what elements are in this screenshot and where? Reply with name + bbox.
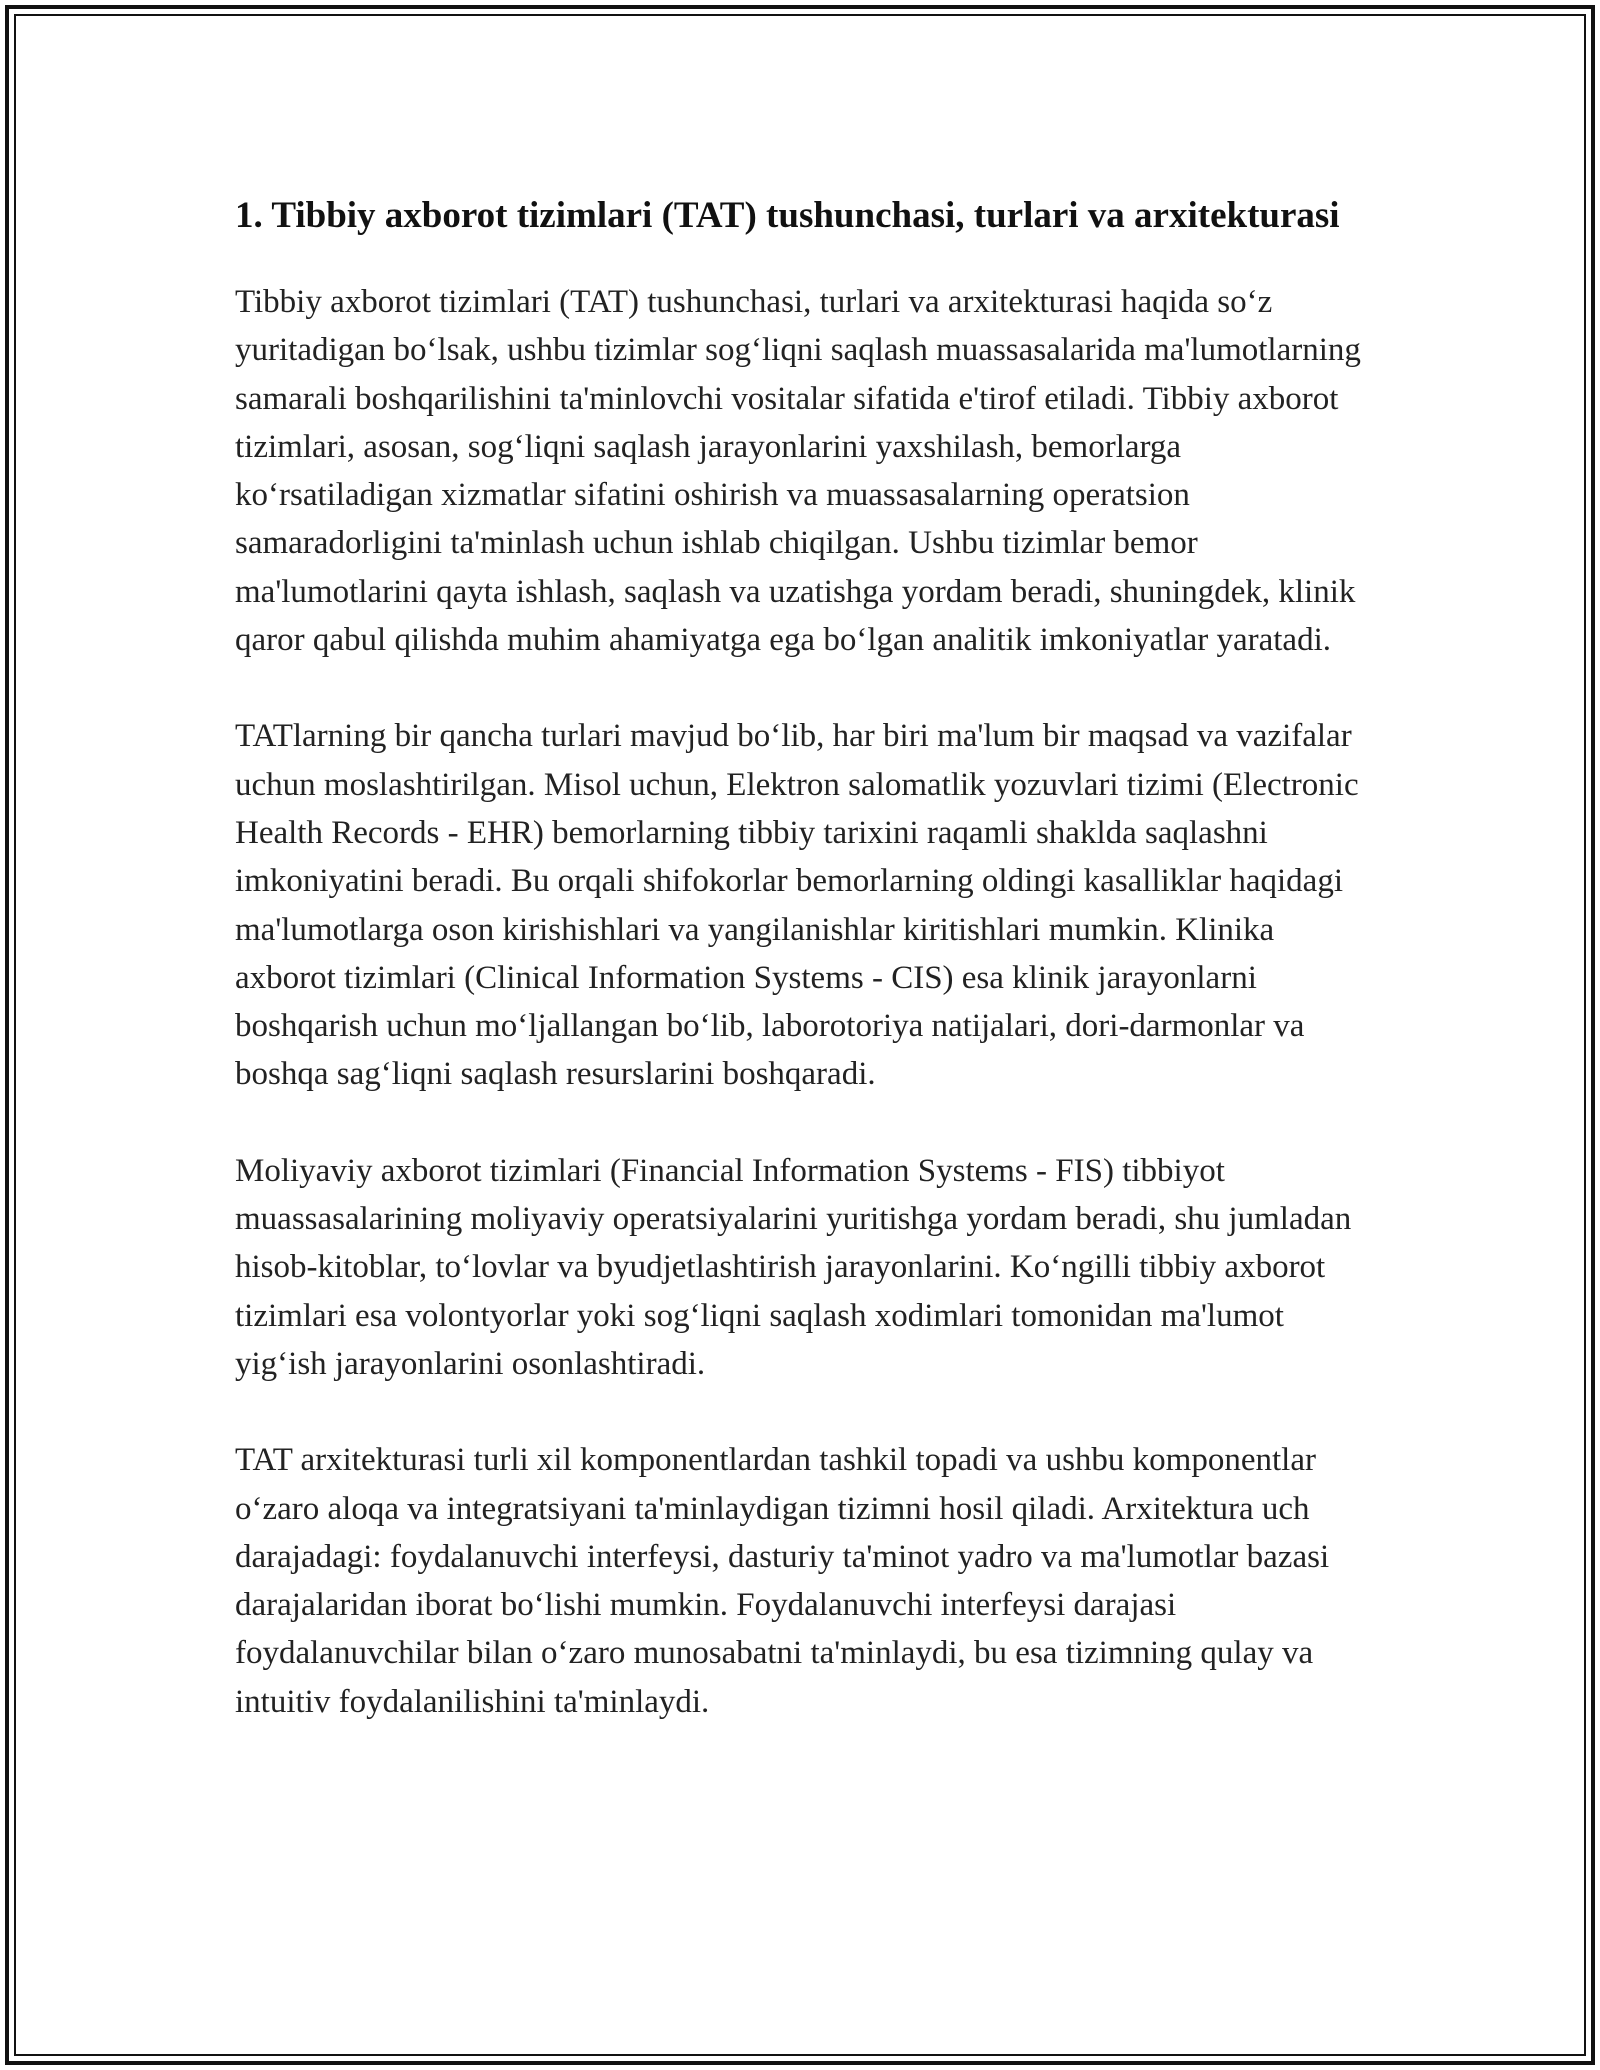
paragraph-tat-concept: Tibbiy axborot tizimlari (TAT) tushunchasi, turlari va arxitekturasi haqida so‘z yuritadigan bo‘lsak, ushbu tizimlar sog‘liqni saqlash muassasalarida ma'lumotlarning samarali boshqarilishini ta'minlovchi vositalar sifatida e'tirof etiladi. Tibbiy axborot tizimlari, asosan, sog‘liqni saqlash jarayonlarini yaxshilash, bemorlarga ko‘rsatiladigan xizmatlar sifatini oshirish va muassasalarning operatsion samaradorligini ta'minlash uchun ishlab chiqilgan. Ushbu tizimlar bemor ma'lumotlarini qayta ishlash, saqlash va uzatishga yordam beradi, shuningdek, klinik qaror qabul qilishda muhim ahamiyatga ega bo‘lgan analitik imkoniyatlar yaratadi. [235,284,1361,659]
document-body [235,188,1375,1774]
section-heading: 1. Tibbiy axborot tizimlari (TAT) tushunchasi, turlari va arxitekturasi [235,195,1340,236]
paragraph-financial-systems: Moliyaviy axborot tizimlari (Financial Information Systems - FIS) tibbiyot muassasalarining moliyaviy operatsiyalarini yuritishga yordam beradi, shu jumladan hisob-kitoblar, to‘lovlar va byudjetlashtirish jarayonlarini. Ko‘ngilli tibbiy axborot tizimlari esa volontyorlar yoki sog‘liqni saqlash xodimlari tomonidan ma'lumot yig‘ish jarayonlarini osonlashtiradi. [235,1152,1352,1382]
paragraph-tat-architecture: TAT arxitekturasi turli xil komponentlardan tashkil topadi va ushbu komponentlar o‘zaro aloqa va integratsiyani ta'minlaydigan tizimni hosil qiladi. Arxitektura uch darajadagi: foydalanuvchi interfeysi, dasturiy ta'minot yadro va ma'lumotlar bazasi darajalaridan iborat bo‘lishi mumkin. Foydalanuvchi interfeysi darajasi foydalanuvchilar bilan o‘zaro munosabatni ta'minlaydi, bu esa tizimning qulay va intuitiv foydalanilishini ta'minlaydi. [235,1442,1330,1720]
paragraph-tat-types: TATlarning bir qancha turlari mavjud bo‘lib, har biri ma'lum bir maqsad va vazifalar uchun moslashtirilgan. Misol uchun, Elektron salomatlik yozuvlari tizimi (Electronic Health Records - EHR) bemorlarning tibbiy tarixini raqamli shaklda saqlashni imkoniyatini beradi. Bu orqali shifokorlar bemorlarning oldingi kasalliklar haqidagi ma'lumotlarga oson kirishishlari va yangilanishlar kiritishlari mumkin. Klinika axborot tizimlari (Clinical Information Systems - CIS) esa klinik jarayonlarni boshqarish uchun mo‘ljallangan bo‘lib, laborotoriya natijalari, dori-darmonlar va boshqa sag‘liqni saqlash resurslarini boshqaradi. [235,718,1359,1093]
